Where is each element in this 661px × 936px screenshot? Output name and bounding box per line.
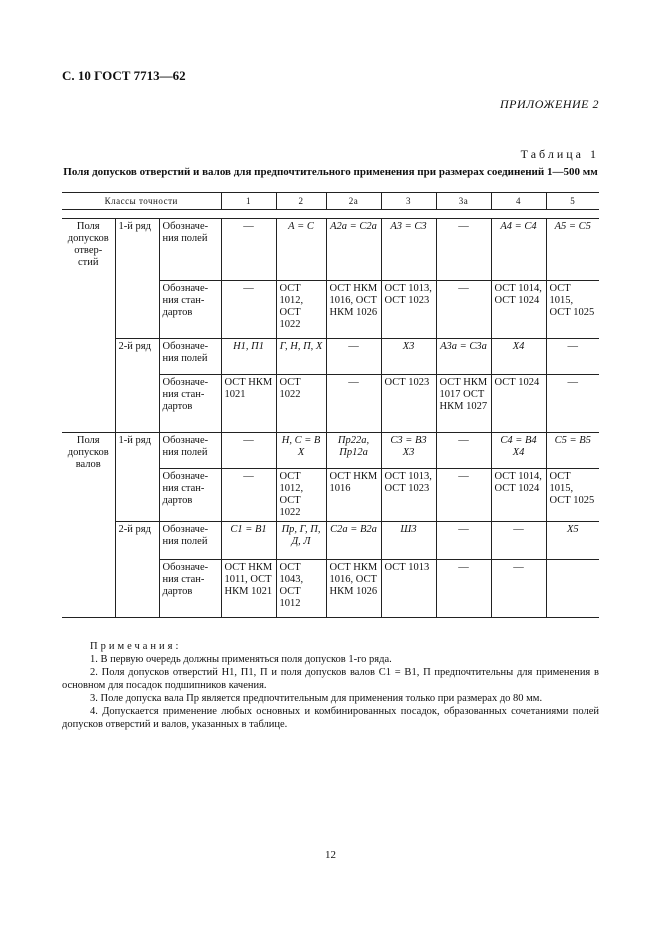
table-cell: X3	[381, 339, 436, 375]
group-label: Поля допусков отвер-стий	[62, 219, 115, 433]
header-class: 2	[276, 193, 326, 210]
table-cell: ОСТ НКМ 1016, ОСТ НКМ 1026	[326, 560, 381, 618]
row-series-label: 1-й ряд	[115, 219, 159, 339]
row-item-label: Обозначе-ния полей	[159, 219, 221, 281]
table-cell: —	[221, 281, 276, 339]
header-class: 5	[570, 196, 576, 206]
document-header: С. 10 ГОСТ 7713—62	[62, 68, 186, 83]
table-row	[62, 219, 599, 281]
table-cell: ОСТ 1013	[381, 560, 436, 618]
table-number: Таблица 1	[520, 147, 599, 161]
table-cell: С5 = В5	[546, 433, 599, 469]
table-cell: —	[221, 219, 276, 281]
table-cell: ОСТ 1013, ОСТ 1023	[381, 469, 436, 522]
table-cell: С2а = В2а	[326, 522, 381, 560]
note-item: 2. Поля допусков отверстий Н1, П1, П и поля допусков валов С1 = В1, П предпочтительны для применения в основном для посадок подшипников качения.	[62, 667, 599, 691]
table-cell: ОСТ НКМ 1017 ОСТ НКМ 1027	[436, 375, 491, 433]
table-cell: А2а = С2а	[326, 219, 381, 281]
note-item: 3. Поле допуска вала Пр является предпочтительным для применения только при размерах до 80 мм.	[90, 693, 543, 704]
table-cell: Пр, Г, П, Д, Л	[276, 522, 326, 560]
table-cell: —	[491, 522, 546, 560]
table-cell: ОСТ 1043, ОСТ 1012	[276, 560, 326, 618]
group-label: Поля допусков валов	[62, 433, 115, 618]
header-class: 1	[221, 193, 276, 210]
row-item-label: Обозначе-ния стан-дартов	[159, 375, 221, 433]
table-cell: —	[436, 522, 491, 560]
table-cell: Г, Н, П, X	[276, 339, 326, 375]
table-cell: А5 = С5	[546, 219, 599, 281]
row-item-label: Обозначе-ния полей	[159, 339, 221, 375]
table-cell: ОСТ 1023	[381, 375, 436, 433]
table-cell: ОСТ 1024	[491, 375, 546, 433]
table-cell: —	[436, 560, 491, 618]
table-cell: ОСТ 1022	[276, 375, 326, 433]
table-cell: А = С	[276, 219, 326, 281]
header-class: 4	[491, 193, 546, 210]
header-class: 2а	[326, 193, 381, 210]
row-series-label: 2-й ряд	[115, 522, 159, 618]
table-cell: Пр22а, Пр12а	[326, 433, 381, 469]
tolerance-table	[62, 192, 599, 618]
table-header-row	[62, 193, 599, 210]
note-item: 1. В первую очередь должны применяться поля допусков 1-го ряда.	[90, 654, 392, 665]
header-class: 3а	[436, 193, 491, 210]
table-row	[62, 433, 599, 469]
row-item-label: Обозначе-ния стан-дартов	[159, 560, 221, 618]
table-title: Поля допусков отверстий и валов для предпочтительного применения при размерах соединений 1—500 мм	[63, 166, 598, 178]
notes-section	[62, 640, 599, 731]
row-item-label: Обозначе-ния стан-дартов	[159, 469, 221, 522]
table-cell: ОСТ НКМ 1016, ОСТ НКМ 1026	[326, 281, 381, 339]
table-cell: ОСТ НКМ 1021	[221, 375, 276, 433]
row-item-label: Обозначе-ния стан-дартов	[159, 281, 221, 339]
table-cell: —	[326, 339, 381, 375]
table-cell: ОСТ 1015, ОСТ 1025	[546, 281, 599, 339]
table-cell: —	[221, 469, 276, 522]
row-series-label: 1-й ряд	[115, 433, 159, 522]
table-cell: —	[436, 469, 491, 522]
notes-heading: Примечания:	[90, 641, 182, 652]
page-number: 12	[325, 849, 336, 861]
table-cell: ОСТ 1015, ОСТ 1025	[546, 469, 599, 522]
row-item-label: Обозначе-ния полей	[159, 433, 221, 469]
header-class: 3	[381, 193, 436, 210]
table-cell: —	[326, 375, 381, 433]
row-series-label: 2-й ряд	[115, 339, 159, 433]
table-row	[62, 522, 599, 560]
table-cell: ОСТ 1014, ОСТ 1024	[491, 281, 546, 339]
table-row	[62, 339, 599, 375]
header-classes-label: Классы точности	[62, 193, 221, 210]
table-cell: X5	[546, 522, 599, 560]
table-cell: X4	[491, 339, 546, 375]
table-cell: ОСТ НКМ 1011, ОСТ НКМ 1021	[221, 560, 276, 618]
table-cell: —	[546, 375, 599, 433]
table-cell: А3 = С3	[381, 219, 436, 281]
table-cell: С4 = В4 X4	[491, 433, 546, 469]
table-cell: —	[221, 433, 276, 469]
table-cell: А4 = С4	[491, 219, 546, 281]
table-cell: —	[491, 560, 546, 618]
appendix-label: ПРИЛОЖЕНИЕ 2	[500, 97, 599, 111]
table-cell: ОСТ 1012, ОСТ 1022	[276, 469, 326, 522]
table-cell: ОСТ 1013, ОСТ 1023	[381, 281, 436, 339]
table-cell: ОСТ 1014, ОСТ 1024	[491, 469, 546, 522]
note-item: 4. Допускается применение любых основных и комбинированных посадок, образованных сочетаниями полей допусков отверстий и валов, указанных в таблице.	[62, 706, 599, 730]
table-cell: С1 = В1	[221, 522, 276, 560]
table-cell: С3 = В3 X3	[381, 433, 436, 469]
table-cell: —	[436, 281, 491, 339]
table-cell: —	[436, 219, 491, 281]
table-cell: ОСТ 1012, ОСТ 1022	[276, 281, 326, 339]
row-item-label: Обозначе-ния полей	[159, 522, 221, 560]
table-cell: Ш3	[381, 522, 436, 560]
table-cell: Н1, П1	[221, 339, 276, 375]
table-cell: ОСТ НКМ 1016	[326, 469, 381, 522]
table-cell: А3а = С3а	[436, 339, 491, 375]
table-cell	[546, 560, 599, 618]
table-cell: Н, С = В X	[276, 433, 326, 469]
table-cell: —	[436, 433, 491, 469]
table-cell: —	[546, 339, 599, 375]
